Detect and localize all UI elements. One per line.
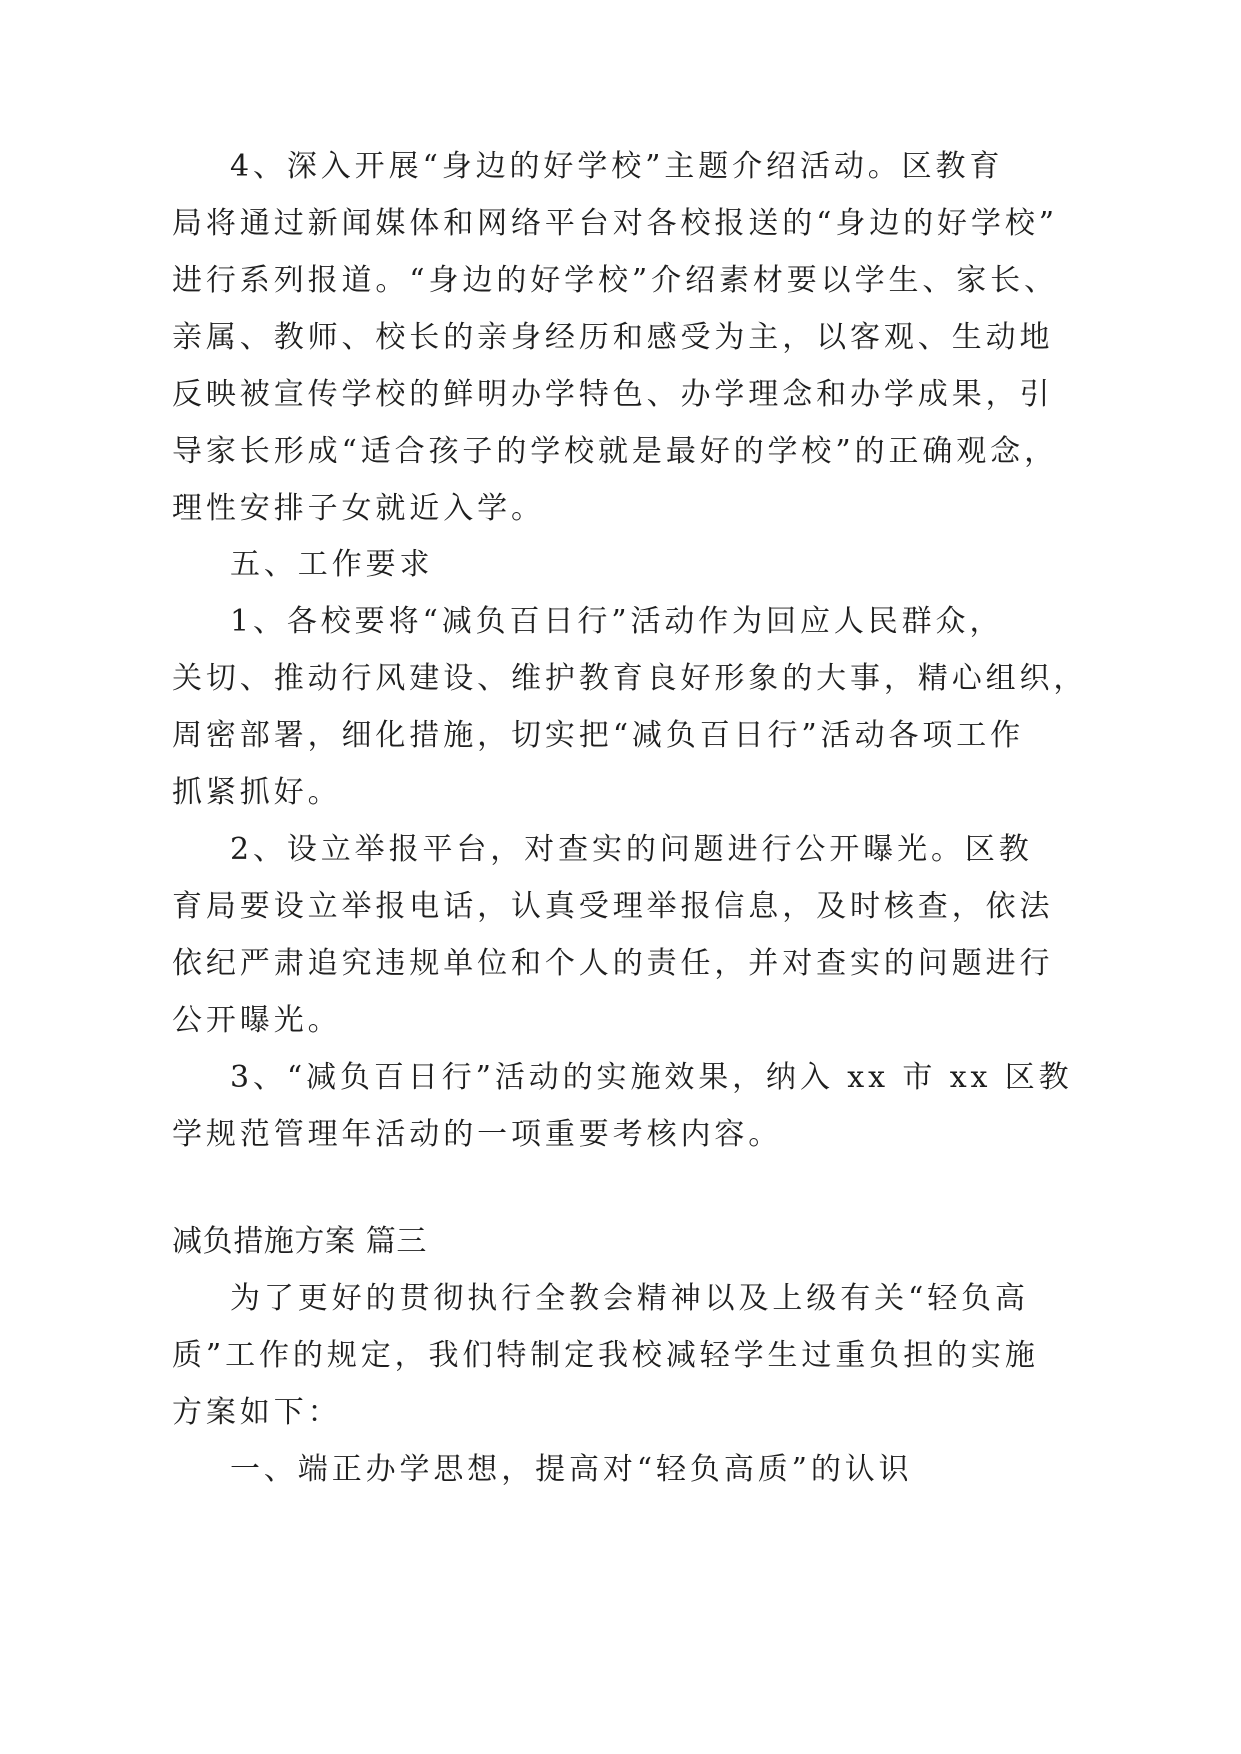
text-line: 关切、推动行风建设、维护教育良好形象的大事，精心组织，: [172, 661, 1088, 696]
section-heading: 五、工作要求: [230, 547, 434, 582]
text-line: 3、“减负百日行”活动的实施效果，纳入 xx 市 xx 区教: [230, 1060, 1073, 1095]
text-line: 学规范管理年活动的一项重要考核内容。: [172, 1117, 783, 1152]
text-line: 1、各校要将“减负百日行”活动作为回应人民群众，: [230, 604, 1004, 639]
text-line: 周密部署，细化措施，切实把“减负百日行”活动各项工作: [172, 718, 1025, 753]
text-line: 抓紧抓好。: [172, 775, 342, 810]
text-line: 进行系列报道。“身边的好学校”介绍素材要以学生、家长、: [172, 263, 1058, 298]
text-line: 理性安排子女就近入学。: [172, 491, 545, 526]
text-line: 亲属、教师、校长的亲身经历和感受为主，以客观、生动地: [172, 320, 1054, 355]
text-line: 4、深入开展“身边的好学校”主题介绍活动。区教育: [230, 149, 1004, 184]
text-line: 方案如下：: [172, 1395, 342, 1430]
text-line: 反映被宣传学校的鲜明办学特色、办学理念和办学成果，引: [172, 377, 1054, 412]
text-line: 公开曝光。: [172, 1003, 342, 1038]
section-heading: 一、端正办学思想，提高对“轻负高质”的认识: [230, 1452, 913, 1487]
text-line: 质”工作的规定，我们特制定我校减轻学生过重负担的实施: [172, 1338, 1039, 1373]
text-line: 育局要设立举报电话，认真受理举报信息，及时核查，依法: [172, 889, 1054, 924]
text-line: 2、设立举报平台，对查实的问题进行公开曝光。区教: [230, 832, 1033, 867]
text-line: 导家长形成“适合孩子的学校就是最好的学校”的正确观念，: [172, 434, 1058, 469]
text-line: 局将通过新闻媒体和网络平台对各校报送的“身边的好学校”: [172, 206, 1058, 241]
text-line: 依纪严肃追究违规单位和个人的责任，并对查实的问题进行: [172, 946, 1054, 981]
article-title: 减负措施方案 篇三: [172, 1224, 427, 1259]
text-line: 为了更好的贯彻执行全教会精神以及上级有关“轻负高: [230, 1281, 1029, 1316]
